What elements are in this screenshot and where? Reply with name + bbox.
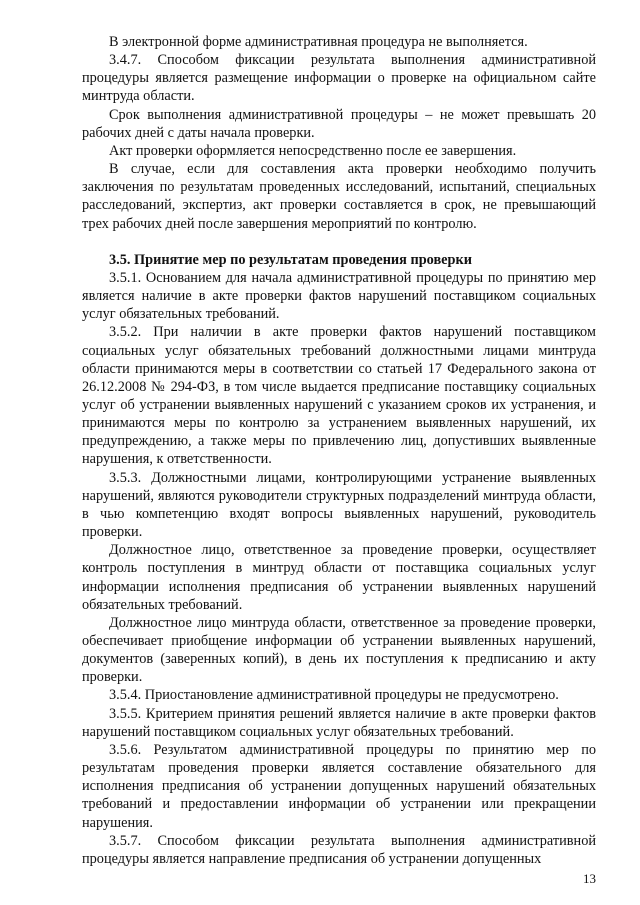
paragraph: В случае, если для составления акта проверки необходимо получить заключения по результатам проведенных исследований, испытаний, специальных расследований, экспертиз, акт проверки составляется в срок, не превышающий трех рабочих дней после завершения мероприятий по контролю. <box>82 161 596 232</box>
section-heading: 3.5. Принятие мер по результатам проведения проверки <box>109 251 472 268</box>
paragraph: В электронной форме административная процедура не выполняется. <box>109 34 528 50</box>
paragraph: 3.5.6. Результатом административной процедуры по принятию мер по результатам проведения проверки является составление обязательного для исполнения предписания об устранении допущенных нарушений обязательных требований и предоставлении информации об устранении или прекращении нарушения. <box>82 741 596 831</box>
paragraph: 3.5.7. Способом фиксации результата выполнения административной процедуры является направление предписания об устранении допущенных <box>82 832 596 867</box>
paragraph: Должностное лицо, ответственное за проведение проверки, осуществляет контроль поступления в минтруд области от поставщика социальных услуг информации исполнения предписания об устранении выявленных нарушений обязательных требований. <box>82 542 596 613</box>
paragraph: 3.4.7. Способом фиксации результата выполнения административной процедуры является размещение информации о проверке на официальном сайте минтруда области. <box>82 52 596 105</box>
page-number: 13 <box>583 871 596 886</box>
paragraph: 3.5.2. При наличии в акте проверки фактов нарушений поставщиком социальных услуг обязательных требований должностными лицами минтруда области принимаются меры в соответствии со статьей 17 Федерального закона от 26.12.2008 № 294-ФЗ, в том числе выдается предписание поставщику социальных услуг об устранении выявленных нарушений с указанием сроков их устранения, и принимаются меры по контролю за устранением выявленных нарушений, их предупреждению, а также меры по привлечению лиц, допустивших выявленные нарушения, к ответственности. <box>82 324 596 468</box>
paragraph: Акт проверки оформляется непосредственно после ее завершения. <box>109 142 517 159</box>
document-page <box>82 33 596 868</box>
paragraph: Срок выполнения административной процедуры – не может превышать 20 рабочих дней с даты начала проверки. <box>82 106 596 141</box>
paragraph: 3.5.1. Основанием для начала административной процедуры по принятию мер является наличие в акте проверки фактов нарушений поставщиком социальных услуг обязательных требований. <box>82 269 596 323</box>
paragraph: 3.5.5. Критерием принятия решений является наличие в акте проверки фактов нарушений поставщиком социальных услуг обязательных требований. <box>82 705 596 740</box>
paragraph: Должностное лицо минтруда области, ответственное за проведение проверки, обеспечивает приобщение информации об устранении выявленных нарушений, документов (заверенных копий), в день их поступления к предписанию и акту проверки. <box>82 614 596 686</box>
paragraph: 3.5.3. Должностными лицами, контролирующими устранение выявленных нарушений, являются руководители структурных подразделений минтруда области, в чью компетенцию входят вопросы выявленных нарушений, руководитель проверки. <box>82 469 596 541</box>
paragraph: 3.5.4. Приостановление административной процедуры не предусмотрено. <box>109 687 559 704</box>
